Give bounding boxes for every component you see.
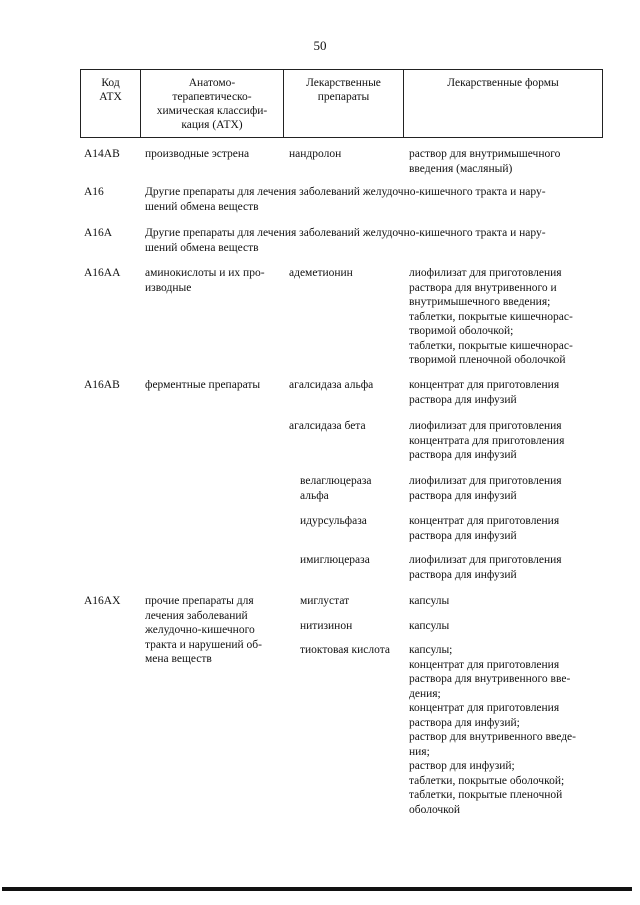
row-classification: ферментные препараты (145, 379, 261, 391)
row-drug: агалсидаза бета (289, 420, 366, 432)
row-code: А16 (84, 186, 104, 198)
row-drug: тиоктовая кислота (300, 644, 390, 656)
row-drug: адеметионин (289, 267, 353, 279)
header-drugs: Лекарственные препараты (284, 70, 404, 137)
page-number: 50 (313, 38, 327, 53)
row-form: лиофилизат для приготовления концентрата для приготовления раствора для инфузий (409, 420, 565, 461)
row-form: капсулы; концентрат для приготовления раствора для внутривенного вве- дения; концентрат для приготовления раствора для инфузий; раствор для внутривенного введе- ния; раствор для инфузий; таблетки, покрытые оболочкой; таблетки, покрытые пленочной оболочкой (409, 644, 576, 816)
row-drug: агалсидаза альфа (289, 379, 374, 391)
row-drug: нандролон (289, 148, 342, 160)
row-drug: нитизинон (300, 620, 353, 632)
row-code: А16АА (84, 267, 121, 279)
row-classification: прочие препараты для лечения заболеваний желудочно-кишечного тракта и нарушений об- мена веществ (145, 595, 262, 665)
group-heading: Другие препараты для лечения заболеваний желудочно-кишечного тракта и нару- шений обмена веществ (145, 186, 546, 213)
row-form: раствор для внутримышечного введения (масляный) (409, 148, 561, 175)
row-classification: аминокислоты и их про- изводные (145, 267, 265, 294)
row-form: концентрат для приготовления раствора для инфузий (409, 379, 560, 406)
row-classification: производные эстрена (145, 148, 250, 160)
footer-rule (2, 887, 632, 891)
row-drug: велаглюцераза альфа (300, 475, 372, 502)
row-form: лиофилизат для приготовления раствора для внутривенного и внутримышечного введения; таблетки, покрытые кишечнорас- творимой оболочкой; таблетки, покрытые кишечнорас- творимой пленочной оболочкой (409, 267, 573, 366)
row-form: лиофилизат для приготовления раствора для инфузий (409, 475, 562, 502)
header-classification: Анатомо- терапевтическо- химическая классифи- кация (АТХ) (141, 70, 284, 137)
header-code: Код АТХ (81, 70, 141, 137)
row-drug: миглустат (300, 595, 350, 607)
row-code: А16АХ (84, 595, 121, 607)
group-heading: Другие препараты для лечения заболеваний желудочно-кишечного тракта и нару- шений обмена веществ (145, 227, 546, 254)
row-drug: имиглюцераза (300, 554, 370, 566)
row-form: капсулы (409, 595, 450, 607)
row-form: концентрат для приготовления раствора для инфузий (409, 515, 560, 542)
row-form: лиофилизат для приготовления раствора для инфузий (409, 554, 562, 581)
row-form: капсулы (409, 620, 450, 632)
table-header (80, 69, 603, 138)
header-forms: Лекарственные формы (447, 77, 559, 89)
row-code: А16АВ (84, 379, 120, 391)
row-drug: идурсульфаза (300, 515, 367, 527)
row-code: А16А (84, 227, 113, 239)
row-code: А14АВ (84, 148, 120, 160)
